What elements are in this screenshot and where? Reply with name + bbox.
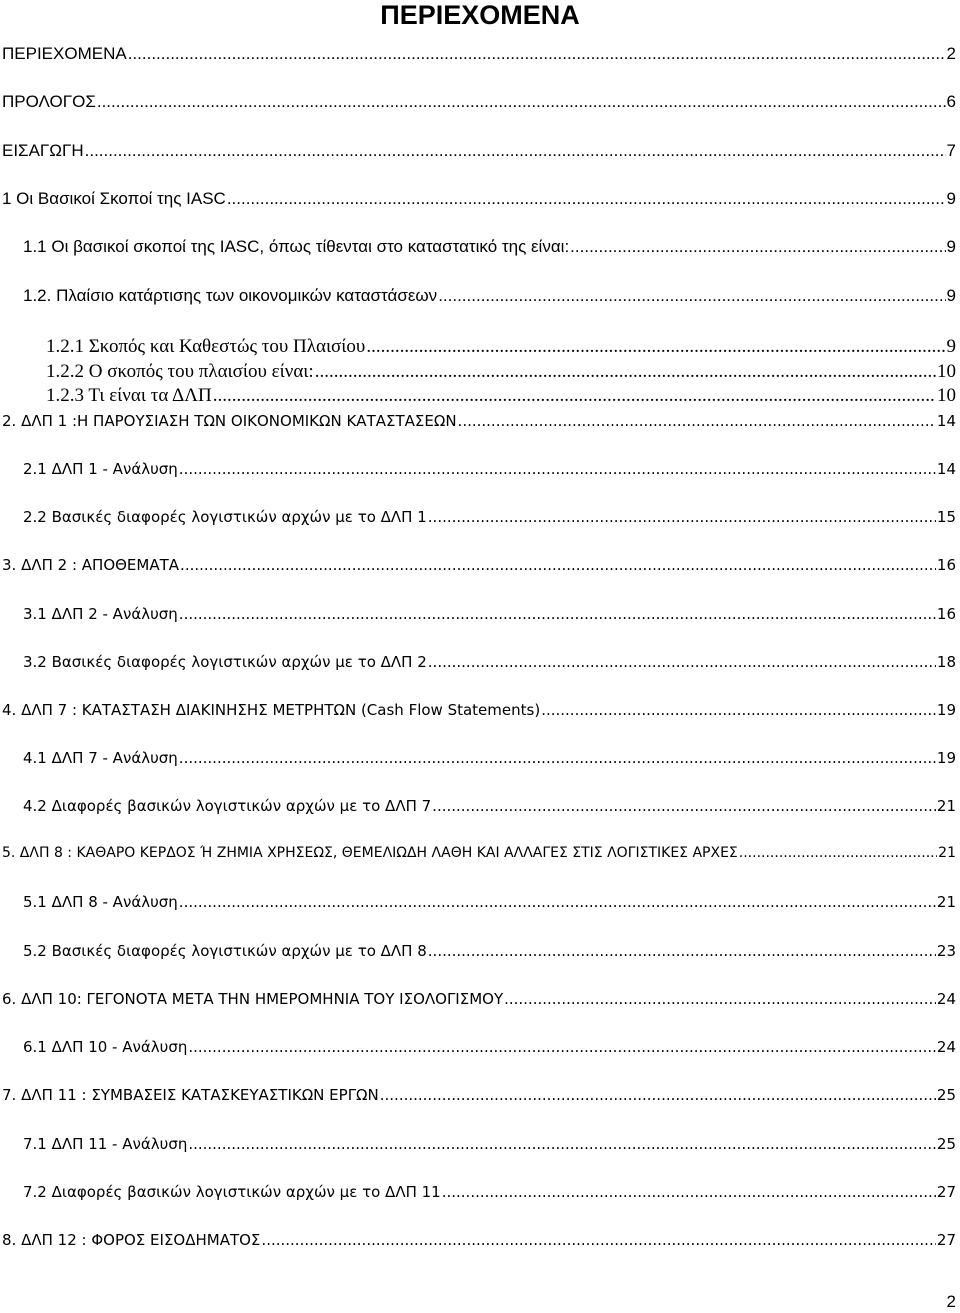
toc-entry-page: 9: [946, 286, 956, 305]
toc-leader-dots: [315, 361, 936, 383]
toc-entry-label: 1.2. Πλαίσιο κατάρτισης των οικονομικών καταστάσεων: [23, 286, 438, 305]
toc-leader-dots: [261, 1231, 935, 1249]
toc-entry-page: 16: [936, 605, 956, 623]
toc-leader-dots: [380, 1086, 936, 1104]
toc-entry-introduction[interactable]: [2, 141, 956, 165]
toc-entry-page: 27: [936, 1231, 956, 1249]
toc-entry-label: 2.1 ΔΛΠ 1 - Ανάλυση: [23, 460, 178, 478]
toc-entry-page: 9: [946, 336, 956, 357]
toc-entry-label: 5.2 Βασικές διαφορές λογιστικών αρχών με το ΔΛΠ 8: [23, 942, 427, 960]
toc-entry-page: 19: [936, 701, 956, 719]
toc-entry-4-1[interactable]: [23, 749, 956, 773]
toc-leader-dots: [179, 749, 936, 767]
toc-leader-dots: [458, 412, 936, 430]
toc-entry-label: 4.2 Διαφορές βασικών λογιστικών αρχών με το ΔΛΠ 7: [23, 797, 432, 815]
toc-entry-label: ΕΙΣΑΓΩΓΗ: [2, 141, 84, 160]
toc-entry-page: 25: [936, 1086, 956, 1104]
toc-entry-page: 24: [936, 1038, 956, 1056]
toc-entry-page: 21: [936, 893, 956, 911]
toc-entry-2-2[interactable]: [23, 508, 956, 532]
toc-entry-6[interactable]: [2, 990, 956, 1014]
toc-entry-label: 3.2 Βασικές διαφορές λογιστικών αρχών με το ΔΛΠ 2: [23, 653, 427, 671]
toc-leader-dots: [432, 797, 936, 815]
toc-entry-page: 21: [938, 845, 956, 861]
toc-entry-label: 1.2.1 Σκοπός και Καθεστώς του Πλαισίου: [46, 336, 366, 357]
toc-entry-label: 7.2 Διαφορές βασικών λογιστικών αρχών με το ΔΛΠ 11: [23, 1183, 441, 1201]
toc-entry-2-1[interactable]: [23, 460, 956, 484]
toc-entry-page: 9: [946, 189, 956, 208]
toc-leader-dots: [97, 92, 946, 112]
toc-entry-page: 16: [936, 556, 956, 574]
toc-entry-page: 9: [946, 237, 956, 256]
toc-entry-3-2[interactable]: [23, 653, 956, 677]
toc-entry-label: 6.1 ΔΛΠ 10 - Ανάλυση: [23, 1038, 188, 1056]
toc-entry-page: 14: [936, 412, 956, 430]
toc-leader-dots: [366, 336, 945, 358]
toc-entry-page: 27: [936, 1183, 956, 1201]
toc-entry-label: 5.1 ΔΛΠ 8 - Ανάλυση: [23, 893, 178, 911]
toc-entry-page: 25: [936, 1135, 956, 1153]
toc-entry-label: 3. ΔΛΠ 2 : ΑΠΟΘΕΜΑΤΑ: [2, 556, 180, 574]
toc-leader-dots: [179, 893, 936, 911]
toc-entry-page: 15: [936, 508, 956, 526]
toc-entry-4-2[interactable]: [23, 797, 956, 821]
page-title: ΠΕΡΙΕΧΟΜΕΝΑ: [380, 0, 580, 30]
toc-entry-label: 2. ΔΛΠ 1 :Η ΠΑΡΟΥΣΙΑΣΗ ΤΩΝ ΟΙΚΟΝΟΜΙΚΩΝ ΚΑΤΑΣΤΑΣΕΩΝ: [2, 412, 457, 430]
toc-entry-7-1[interactable]: [23, 1135, 956, 1159]
toc-leader-dots: [570, 237, 945, 257]
toc-entry-contents[interactable]: [2, 44, 956, 68]
toc-entry-label: 4.1 ΔΛΠ 7 - Ανάλυση: [23, 749, 178, 767]
toc-entry-page: 23: [936, 942, 956, 960]
toc-entry-label: 4. ΔΛΠ 7 : ΚΑΤΑΣΤΑΣΗ ΔΙΑΚΙΝΗΣΗΣ ΜΕΤΡΗΤΩΝ (Cash Flow Statements): [2, 701, 541, 719]
toc-entry-1-1[interactable]: [23, 237, 956, 261]
toc-entry-5-1[interactable]: [23, 893, 956, 917]
toc-entry-label: 1 Οι Βασικοί Σκοποί της IASC: [2, 189, 226, 208]
toc-entry-1-2[interactable]: [23, 286, 956, 310]
toc-leader-dots: [227, 189, 946, 209]
toc-entry-page: 6: [946, 92, 956, 111]
toc-entry-page: 7: [946, 141, 956, 160]
toc-entry-7-2[interactable]: [23, 1183, 956, 1207]
toc-entry-label: 1.2.3 Τι είναι τα ΔΛΠ: [46, 385, 212, 406]
toc-leader-dots: [85, 141, 946, 161]
toc-entry-label: 2.2 Βασικές διαφορές λογιστικών αρχών με το ΔΛΠ 1: [23, 508, 427, 526]
toc-entry-page: 10: [937, 361, 956, 382]
toc-entry-page: 10: [937, 385, 956, 406]
toc-leader-dots: [428, 508, 936, 526]
toc-leader-dots: [128, 44, 946, 64]
toc-leader-dots: [428, 942, 936, 960]
toc-entry-page: 19: [936, 749, 956, 767]
toc-entry-1-2-2[interactable]: [46, 361, 956, 385]
toc-entry-label: 1.2.2 Ο σκοπός του πλαισίου είναι:: [46, 361, 314, 382]
toc-entry-label: 7. ΔΛΠ 11 : ΣΥΜΒΑΣΕΙΣ ΚΑΤΑΣΚΕΥΑΣΤΙΚΩΝ ΕΡΓΩΝ: [2, 1086, 379, 1104]
toc-leader-dots: [739, 845, 937, 861]
footer-page-number: 2: [946, 1292, 956, 1311]
toc-entry-8[interactable]: [2, 1231, 956, 1255]
toc-leader-dots: [213, 385, 936, 407]
toc-leader-dots: [541, 701, 936, 719]
toc-leader-dots: [428, 653, 936, 671]
toc-entry-1-2-1[interactable]: [46, 336, 956, 360]
toc-entry-page: 2: [946, 44, 956, 63]
toc-leader-dots: [180, 556, 936, 574]
toc-entry-label: 3.1 ΔΛΠ 2 - Ανάλυση: [23, 605, 178, 623]
toc-entry-1-2-3[interactable]: [46, 385, 956, 409]
toc-entry-5-2[interactable]: [23, 942, 956, 966]
toc-entry-label: 5. ΔΛΠ 8 : ΚΑΘΑΡΟ ΚΕΡΔΟΣ Ή ΖΗΜΙΑ ΧΡΗΣΕΩΣ, ΘΕΜΕΛΙΩΔΗ ΛΑΘΗ ΚΑΙ ΑΛΛΑΓΕΣ ΣΤΙΣ ΛΟΓΙΣΤΙΚΕΣ ΑΡΧΕΣ: [2, 845, 738, 861]
toc-entry-page: 24: [936, 990, 956, 1008]
toc-entry-label: ΠΕΡΙΕΧΟΜΕΝΑ: [2, 44, 127, 63]
toc-entry-1[interactable]: [2, 189, 956, 213]
toc-entry-label: ΠΡΟΛΟΓΟΣ: [2, 92, 96, 111]
toc-leader-dots: [442, 1183, 936, 1201]
toc-entry-label: 1.1 Οι βασικοί σκοποί της IASC, όπως τίθενται στο καταστατικό της είναι:: [23, 237, 570, 256]
toc-entry-label: 7.1 ΔΛΠ 11 - Ανάλυση: [23, 1135, 188, 1153]
toc-entry-3-1[interactable]: [23, 605, 956, 629]
toc-entry-3[interactable]: [2, 556, 956, 580]
toc-entry-2[interactable]: [2, 412, 956, 436]
toc-leader-dots: [188, 1135, 936, 1153]
toc-entry-page: 18: [936, 653, 956, 671]
toc-leader-dots: [438, 286, 945, 306]
toc-entry-5[interactable]: [2, 845, 956, 869]
toc-entry-6-1[interactable]: [23, 1038, 956, 1062]
toc-entry-label: 8. ΔΛΠ 12 : ΦΟΡΟΣ ΕΙΣΟΔΗΜΑΤΟΣ: [2, 1231, 261, 1249]
toc-entry-7[interactable]: [2, 1086, 956, 1110]
toc-entry-label: 6. ΔΛΠ 10: ΓΕΓΟΝΟΤΑ ΜΕΤΑ ΤΗΝ ΗΜΕΡΟΜΗΝΙΑ ΤΟΥ ΙΣΟΛΟΓΙΣΜΟΥ: [2, 990, 504, 1008]
toc-leader-dots: [504, 990, 936, 1008]
toc-entry-prologue[interactable]: [2, 92, 956, 116]
toc-entry-4[interactable]: [2, 701, 956, 725]
toc-leader-dots: [188, 1038, 936, 1056]
toc-entry-page: 21: [936, 797, 956, 815]
toc-entry-page: 14: [936, 460, 956, 478]
toc-leader-dots: [179, 605, 936, 623]
toc-leader-dots: [179, 460, 936, 478]
